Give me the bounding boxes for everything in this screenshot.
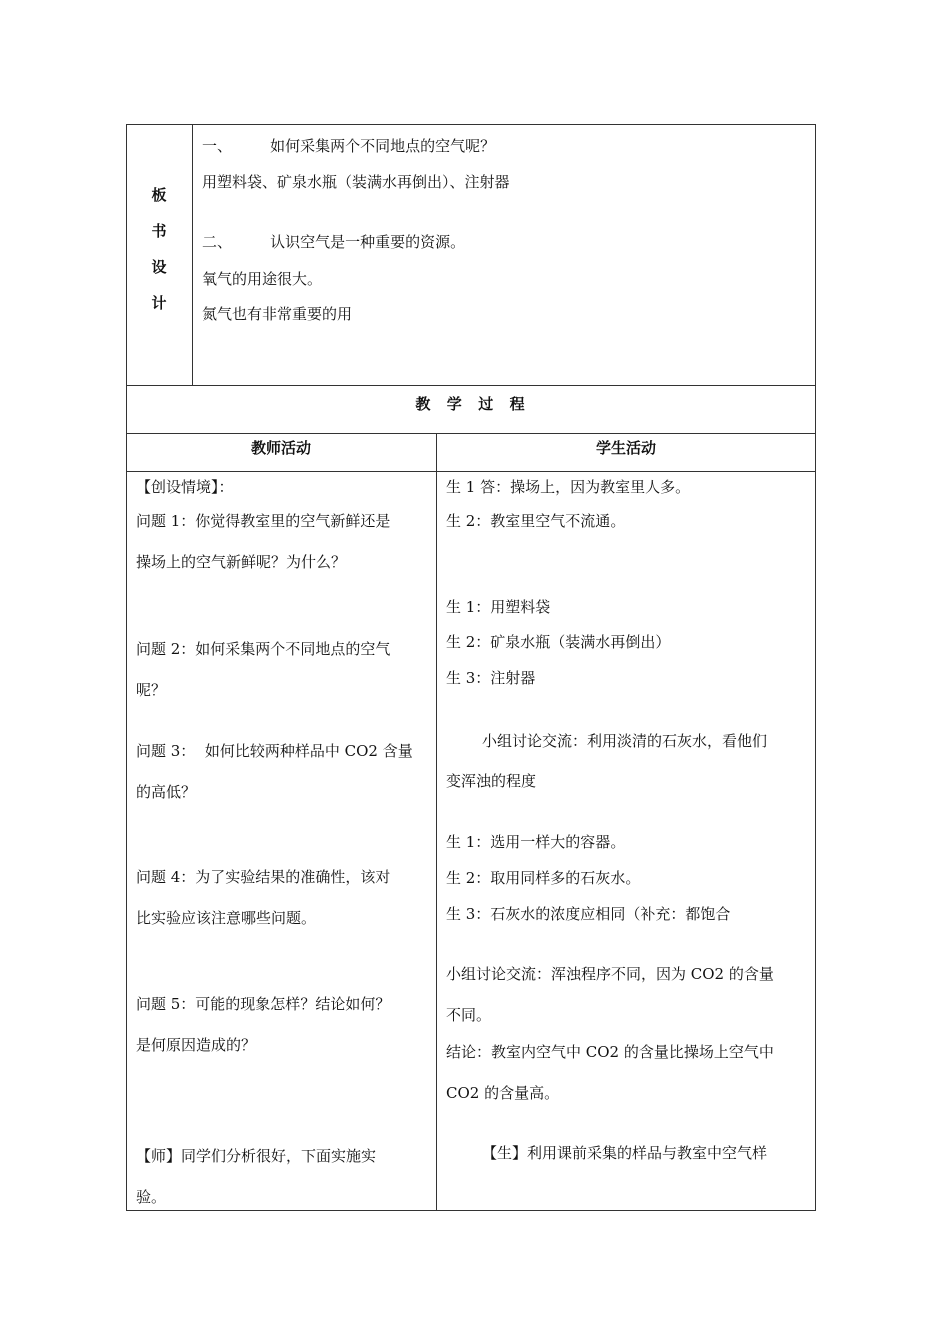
board-line: 氮气也有非常重要的用 bbox=[202, 305, 353, 323]
student-line: CO2 的含量高。 bbox=[446, 1084, 560, 1102]
student-line: 【生】利用课前采集的样品与教室中空气样 bbox=[482, 1144, 768, 1162]
board-line: 二、 认识空气是一种重要的资源。 bbox=[202, 233, 466, 251]
row-divider bbox=[126, 433, 816, 434]
board-line: 一、 如何采集两个不同地点的空气呢？ bbox=[202, 137, 496, 155]
process-title: 教 学 过 程 bbox=[415, 395, 527, 413]
student-line: 不同。 bbox=[446, 1006, 492, 1024]
student-line: 生 1：选用一样大的容器。 bbox=[446, 833, 626, 851]
student-line: 生 3：石灰水的浓度应相同（补充：都饱合 bbox=[446, 905, 731, 923]
board-line: 氧气的用途很大。 bbox=[202, 270, 323, 288]
teacher-column-header: 教师活动 bbox=[250, 439, 311, 457]
student-line: 生 2：教室里空气不流通。 bbox=[446, 512, 626, 530]
teacher-line: 验。 bbox=[136, 1188, 167, 1206]
row-divider bbox=[126, 471, 816, 472]
student-line: 小组讨论交流：利用淡清的石灰水，看他们 bbox=[482, 732, 768, 750]
teacher-line: 问题 3： 如何比较两种样品中 CO2 含量 bbox=[136, 742, 413, 760]
student-line: 小组讨论交流：浑浊程序不同，因为 CO2 的含量 bbox=[446, 965, 774, 983]
teacher-line: 比实验应该注意哪些问题。 bbox=[136, 909, 317, 927]
teacher-line: 【师】同学们分析很好，下面实施实 bbox=[136, 1147, 377, 1165]
board-label-char: 书 bbox=[151, 222, 167, 240]
teacher-line: 问题 1：你觉得教室里的空气新鲜还是 bbox=[136, 512, 391, 530]
board-label-char: 计 bbox=[151, 294, 167, 312]
board-line: 用塑料袋、矿泉水瓶（装满水再倒出）、注射器 bbox=[202, 173, 510, 191]
teacher-line: 操场上的空气新鲜呢？为什么？ bbox=[136, 553, 347, 571]
student-line: 生 1 答：操场上，因为教室里人多。 bbox=[446, 478, 691, 496]
column-divider bbox=[436, 433, 437, 1211]
row-divider bbox=[126, 385, 816, 386]
teacher-line: 【创设情境】： bbox=[136, 478, 234, 496]
teacher-line: 的高低？ bbox=[136, 783, 197, 801]
teacher-line: 是何原因造成的？ bbox=[136, 1036, 257, 1054]
board-label-char: 设 bbox=[151, 258, 167, 276]
teacher-line: 问题 4：为了实验结果的准确性，该对 bbox=[136, 868, 391, 886]
student-line: 生 1：用塑料袋 bbox=[446, 598, 551, 616]
student-line: 生 2：矿泉水瓶（装满水再倒出） bbox=[446, 633, 671, 651]
teacher-line: 呢？ bbox=[136, 681, 167, 699]
teacher-line: 问题 5：可能的现象怎样？结论如何？ bbox=[136, 995, 391, 1013]
teacher-line: 问题 2：如何采集两个不同地点的空气 bbox=[136, 640, 391, 658]
student-line: 生 3：注射器 bbox=[446, 669, 536, 687]
column-divider bbox=[192, 124, 193, 385]
student-line: 生 2：取用同样多的石灰水。 bbox=[446, 869, 641, 887]
student-line: 结论：教室内空气中 CO2 的含量比操场上空气中 bbox=[446, 1043, 774, 1061]
board-label-char: 板 bbox=[151, 186, 167, 204]
student-column-header: 学生活动 bbox=[595, 439, 656, 457]
student-line: 变浑浊的程度 bbox=[446, 772, 537, 790]
